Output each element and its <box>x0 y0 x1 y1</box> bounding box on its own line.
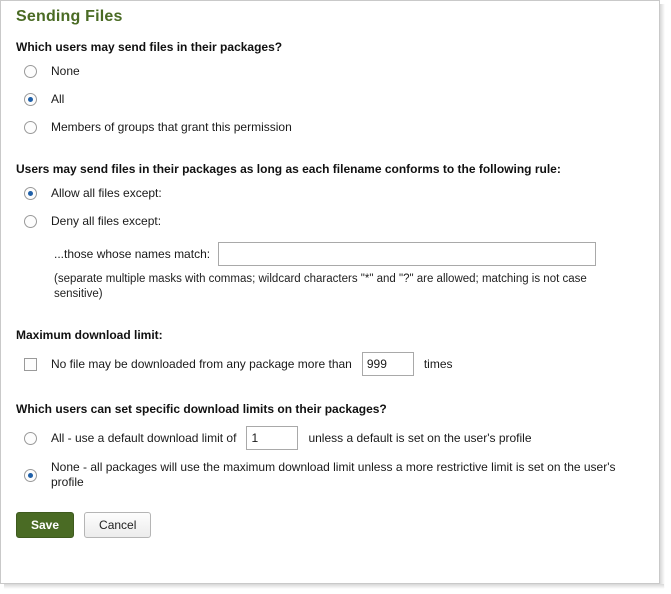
radio-none-specific-label: None - all packages will use the maximum download limit unless a more restrictive limit is set on the user's profile <box>51 460 616 489</box>
radio-allow-all-icon[interactable] <box>24 187 37 200</box>
save-button[interactable]: Save <box>16 512 74 538</box>
radio-deny-all-label: Deny all files except: <box>51 214 162 228</box>
radio-all-label: All <box>51 92 65 106</box>
radio-none-specific-icon[interactable] <box>24 469 37 482</box>
section-label-filename-rule: Users may send files in their packages as long as each filename conforms to the following rule: <box>16 162 561 176</box>
max-download-limit-checkbox[interactable] <box>24 358 37 371</box>
section-label-specific-limits: Which users can set specific download limits on their packages? <box>16 402 387 416</box>
max-download-limit-suffix: times <box>423 357 453 371</box>
radio-none-icon[interactable] <box>24 65 37 78</box>
radio-option-none-specific[interactable] <box>24 460 657 490</box>
radio-none-label: None <box>51 64 80 78</box>
radio-all-icon[interactable] <box>24 93 37 106</box>
radio-option-all[interactable] <box>24 92 657 107</box>
filename-mask-input[interactable] <box>218 242 596 266</box>
section-label-max-download-limit: Maximum download limit: <box>16 328 163 342</box>
radio-option-none[interactable] <box>24 64 657 79</box>
section-max-download-limit <box>14 328 657 376</box>
page-title: Sending Files <box>16 8 123 25</box>
spacer-2 <box>14 308 657 328</box>
radio-option-default-limit[interactable] <box>24 426 657 450</box>
radio-default-limit-icon[interactable] <box>24 432 37 445</box>
max-download-limit-label: No file may be downloaded from any package more than <box>51 356 352 371</box>
cancel-button[interactable]: Cancel <box>84 512 151 538</box>
radio-allow-all-label: Allow all files except: <box>51 186 162 200</box>
spacer-1 <box>14 148 657 162</box>
filename-mask-row <box>54 242 657 266</box>
section-who-may-send <box>14 40 657 135</box>
radio-default-limit-suffix: unless a default is set on the user's profile <box>308 431 532 445</box>
radio-deny-all-icon[interactable] <box>24 215 37 228</box>
radio-option-group-members[interactable] <box>24 120 657 135</box>
default-download-limit-input[interactable] <box>246 426 298 450</box>
filename-mask-label: ...those whose names match: <box>54 247 211 261</box>
form-actions <box>16 512 657 538</box>
panel-shadow-bottom <box>4 584 664 589</box>
section-filename-rule <box>14 162 657 302</box>
radio-group-members-label: Members of groups that grant this permission <box>51 120 292 134</box>
spacer-3 <box>14 382 657 402</box>
max-download-limit-input[interactable] <box>362 352 414 376</box>
radio-option-deny-all[interactable] <box>24 214 657 229</box>
section-specific-limits <box>14 402 657 490</box>
section-label-who-may-send: Which users may send files in their packages? <box>16 40 283 54</box>
max-download-limit-row[interactable] <box>24 352 657 376</box>
radio-group-members-icon[interactable] <box>24 121 37 134</box>
radio-default-limit-label: All - use a default download limit of <box>51 430 237 445</box>
filename-mask-hint: (separate multiple masks with commas; wildcard characters "*" and "?" are allowed; matching is not case sensitive) <box>54 273 587 300</box>
radio-option-allow-all[interactable] <box>24 186 657 201</box>
